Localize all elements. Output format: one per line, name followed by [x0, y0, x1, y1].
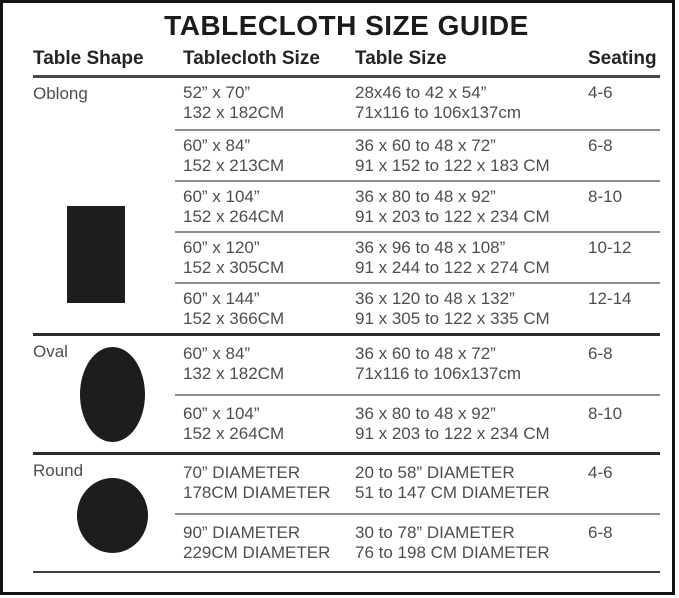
tablecloth-size-line: 152 x 305CM — [183, 258, 285, 277]
table-size-cell — [355, 404, 588, 452]
tablecloth-size-cell — [183, 523, 355, 571]
table-header-row — [33, 48, 660, 78]
size-row — [175, 394, 660, 452]
size-row — [175, 455, 660, 513]
size-row — [175, 513, 660, 571]
table-size-line: 71x116 to 106x137cm — [355, 103, 522, 122]
table-size-line: 91 x 152 to 122 x 183 CM — [355, 156, 550, 175]
seating-cell: 8-10 — [588, 187, 623, 206]
rows-group — [175, 78, 660, 333]
table-size-line: 20 to 58” DIAMETER — [355, 463, 515, 482]
header-tablecloth-size: Tablecloth Size — [183, 48, 320, 69]
size-row — [175, 336, 660, 394]
table-size-line: 51 to 147 CM DIAMETER — [355, 483, 550, 502]
tablecloth-size-line: 60” x 104” — [183, 187, 260, 206]
table-size-line: 36 x 96 to 48 x 108” — [355, 238, 506, 257]
tablecloth-size-cell — [183, 404, 355, 452]
table-size-cell — [355, 238, 588, 282]
tablecloth-size-line: 152 x 264CM — [183, 207, 285, 226]
seating-cell: 6-8 — [588, 136, 613, 155]
shape-label: Oblong — [33, 84, 88, 103]
table-size-cell — [355, 523, 588, 571]
table-size-line: 28x46 to 42 x 54” — [355, 83, 487, 102]
table-size-line: 91 x 305 to 122 x 335 CM — [355, 309, 550, 328]
header-table-shape: Table Shape — [33, 48, 144, 69]
tablecloth-size-line: 132 x 182CM — [183, 103, 285, 122]
rows-group — [175, 455, 660, 571]
shape-label: Round — [33, 461, 84, 480]
tablecloth-size-line: 60” x 84” — [183, 136, 251, 155]
table-size-line: 30 to 78” DIAMETER — [355, 523, 515, 542]
tablecloth-size-cell — [183, 83, 355, 129]
shape-label: Oval — [33, 342, 68, 361]
tablecloth-size-line: 152 x 366CM — [183, 309, 285, 328]
tablecloth-size-line: 60” x 84” — [183, 344, 251, 363]
tablecloth-size-line: 229CM DIAMETER — [183, 543, 331, 562]
table-size-line: 91 x 244 to 122 x 274 CM — [355, 258, 550, 277]
size-table-body — [33, 78, 660, 571]
shape-cell — [33, 455, 183, 571]
oval-icon — [80, 347, 145, 442]
tablecloth-size-line: 132 x 182CM — [183, 364, 285, 383]
tablecloth-size-line: 70” DIAMETER — [183, 463, 301, 482]
size-row — [175, 231, 660, 282]
tablecloth-size-line: 152 x 213CM — [183, 156, 285, 175]
seating-cell: 10-12 — [588, 238, 632, 257]
seating-cell: 6-8 — [588, 344, 613, 363]
table-size-cell — [355, 463, 588, 513]
tablecloth-size-line: 90” DIAMETER — [183, 523, 301, 542]
tablecloth-size-line: 52” x 70” — [183, 83, 251, 102]
table-size-cell — [355, 187, 588, 231]
tablecloth-size-cell — [183, 136, 355, 180]
table-size-line: 36 x 60 to 48 x 72” — [355, 344, 496, 363]
tablecloth-size-cell — [183, 187, 355, 231]
table-size-line: 91 x 203 to 122 x 234 CM — [355, 424, 550, 443]
tablecloth-size-cell — [183, 289, 355, 333]
tablecloth-size-line: 60” x 144” — [183, 289, 260, 308]
table-size-cell — [355, 83, 588, 129]
size-row — [175, 78, 660, 129]
table-size-cell — [355, 289, 588, 333]
table-size-line: 76 to 198 CM DIAMETER — [355, 543, 550, 562]
seating-cell: 12-14 — [588, 289, 632, 308]
seating-cell: 4-6 — [588, 463, 613, 482]
table-size-line: 36 x 60 to 48 x 72” — [355, 136, 496, 155]
tablecloth-size-line: 178CM DIAMETER — [183, 483, 331, 502]
table-size-line: 36 x 80 to 48 x 92” — [355, 404, 496, 423]
table-size-line: 91 x 203 to 122 x 234 CM — [355, 207, 550, 226]
tablecloth-size-line: 152 x 264CM — [183, 424, 285, 443]
header-table-size: Table Size — [355, 48, 447, 69]
section-round — [33, 452, 660, 571]
header-seating: Seating — [588, 48, 657, 69]
tablecloth-size-cell — [183, 463, 355, 513]
size-row — [175, 282, 660, 333]
table-size-cell — [355, 344, 588, 394]
table-size-cell — [355, 136, 588, 180]
rows-group — [175, 336, 660, 452]
size-row — [175, 180, 660, 231]
page-title: TABLECLOTH SIZE GUIDE — [164, 10, 529, 41]
seating-cell: 8-10 — [588, 404, 623, 423]
rectangle-icon — [67, 206, 125, 303]
section-oblong — [33, 78, 660, 333]
table-size-line: 36 x 80 to 48 x 92” — [355, 187, 496, 206]
shape-cell — [33, 336, 183, 452]
section-oval — [33, 333, 660, 452]
tablecloth-size-line: 60” x 120” — [183, 238, 260, 257]
guide-content — [33, 6, 660, 573]
table-size-line: 71x116 to 106x137cm — [355, 364, 522, 383]
tablecloth-size-cell — [183, 344, 355, 394]
tablecloth-size-cell — [183, 238, 355, 282]
circle-icon — [77, 478, 148, 553]
shape-cell — [33, 78, 183, 333]
seating-cell: 6-8 — [588, 523, 613, 542]
table-size-line: 36 x 120 to 48 x 132” — [355, 289, 515, 308]
bottom-rule — [33, 571, 660, 573]
seating-cell: 4-6 — [588, 83, 613, 102]
size-row — [175, 129, 660, 180]
tablecloth-size-line: 60” x 104” — [183, 404, 260, 423]
